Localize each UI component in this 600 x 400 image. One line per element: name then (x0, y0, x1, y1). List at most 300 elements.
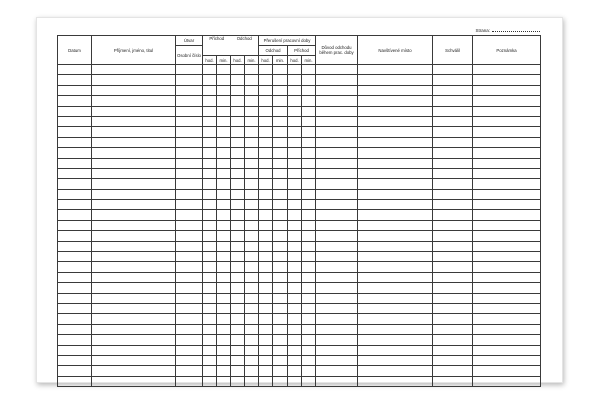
table-cell[interactable] (302, 231, 316, 241)
table-cell[interactable] (245, 366, 259, 376)
table-cell[interactable] (358, 65, 433, 75)
table-cell[interactable] (245, 231, 259, 241)
table-cell[interactable] (58, 179, 92, 189)
table-cell[interactable] (245, 376, 259, 386)
table-cell[interactable] (288, 106, 302, 116)
table-cell[interactable] (231, 314, 245, 324)
table-cell[interactable] (231, 283, 245, 293)
table-cell[interactable] (316, 345, 358, 355)
table-cell[interactable] (58, 272, 92, 282)
table-cell[interactable] (58, 75, 92, 85)
table-cell[interactable] (273, 158, 288, 168)
table-cell[interactable] (58, 262, 92, 272)
table-cell[interactable] (176, 366, 203, 376)
table-cell[interactable] (176, 231, 203, 241)
table-cell[interactable] (473, 241, 541, 251)
table-cell[interactable] (358, 366, 433, 376)
table-cell[interactable] (273, 96, 288, 106)
table-cell[interactable] (302, 137, 316, 147)
table-cell[interactable] (288, 127, 302, 137)
table-cell[interactable] (273, 345, 288, 355)
table-cell[interactable] (217, 65, 231, 75)
table-cell[interactable] (231, 158, 245, 168)
table-cell[interactable] (302, 106, 316, 116)
table-cell[interactable] (203, 158, 217, 168)
table-cell[interactable] (92, 168, 176, 178)
table-cell[interactable] (358, 127, 433, 137)
table-cell[interactable] (176, 376, 203, 386)
table-cell[interactable] (92, 137, 176, 147)
table-cell[interactable] (302, 85, 316, 95)
table-cell[interactable] (92, 345, 176, 355)
table-cell[interactable] (217, 75, 231, 85)
table-cell[interactable] (203, 314, 217, 324)
table-cell[interactable] (358, 345, 433, 355)
table-cell[interactable] (273, 314, 288, 324)
table-cell[interactable] (203, 293, 217, 303)
table-cell[interactable] (433, 85, 473, 95)
table-cell[interactable] (92, 324, 176, 334)
table-cell[interactable] (473, 262, 541, 272)
table-cell[interactable] (473, 272, 541, 282)
table-cell[interactable] (433, 158, 473, 168)
table-cell[interactable] (203, 376, 217, 386)
table-cell[interactable] (231, 335, 245, 345)
table-cell[interactable] (433, 168, 473, 178)
table-cell[interactable] (245, 324, 259, 334)
table-cell[interactable] (217, 355, 231, 365)
table-cell[interactable] (358, 158, 433, 168)
table-cell[interactable] (245, 262, 259, 272)
table-cell[interactable] (92, 241, 176, 251)
table-cell[interactable] (273, 262, 288, 272)
table-cell[interactable] (433, 231, 473, 241)
table-cell[interactable] (231, 231, 245, 241)
table-cell[interactable] (176, 96, 203, 106)
table-cell[interactable] (176, 116, 203, 126)
table-cell[interactable] (203, 127, 217, 137)
table-cell[interactable] (217, 189, 231, 199)
table-cell[interactable] (217, 96, 231, 106)
table-cell[interactable] (176, 345, 203, 355)
table-cell[interactable] (473, 252, 541, 262)
table-cell[interactable] (259, 314, 273, 324)
table-cell[interactable] (473, 137, 541, 147)
table-cell[interactable] (273, 220, 288, 230)
table-cell[interactable] (316, 293, 358, 303)
table-cell[interactable] (473, 75, 541, 85)
table-cell[interactable] (302, 272, 316, 282)
table-cell[interactable] (259, 127, 273, 137)
table-cell[interactable] (259, 168, 273, 178)
table-cell[interactable] (473, 210, 541, 220)
table-cell[interactable] (273, 106, 288, 116)
table-cell[interactable] (245, 252, 259, 262)
table-cell[interactable] (176, 241, 203, 251)
table-cell[interactable] (92, 158, 176, 168)
table-cell[interactable] (316, 127, 358, 137)
table-cell[interactable] (259, 189, 273, 199)
table-cell[interactable] (302, 189, 316, 199)
table-cell[interactable] (176, 189, 203, 199)
table-cell[interactable] (92, 116, 176, 126)
table-cell[interactable] (203, 324, 217, 334)
table-cell[interactable] (58, 168, 92, 178)
table-cell[interactable] (58, 96, 92, 106)
table-cell[interactable] (433, 366, 473, 376)
table-cell[interactable] (176, 303, 203, 313)
table-cell[interactable] (92, 179, 176, 189)
table-cell[interactable] (176, 106, 203, 116)
table-cell[interactable] (473, 376, 541, 386)
table-cell[interactable] (473, 200, 541, 210)
table-cell[interactable] (316, 65, 358, 75)
table-cell[interactable] (245, 283, 259, 293)
table-cell[interactable] (217, 179, 231, 189)
page-number-field[interactable] (492, 27, 540, 32)
table-cell[interactable] (231, 272, 245, 282)
table-cell[interactable] (288, 262, 302, 272)
table-cell[interactable] (176, 262, 203, 272)
table-cell[interactable] (358, 179, 433, 189)
table-cell[interactable] (302, 210, 316, 220)
table-cell[interactable] (176, 179, 203, 189)
table-cell[interactable] (288, 179, 302, 189)
table-cell[interactable] (203, 179, 217, 189)
table-cell[interactable] (316, 158, 358, 168)
table-cell[interactable] (302, 324, 316, 334)
table-cell[interactable] (245, 293, 259, 303)
table-cell[interactable] (217, 220, 231, 230)
table-cell[interactable] (358, 293, 433, 303)
table-cell[interactable] (259, 179, 273, 189)
table-cell[interactable] (259, 252, 273, 262)
table-cell[interactable] (473, 293, 541, 303)
table-cell[interactable] (203, 355, 217, 365)
table-cell[interactable] (358, 137, 433, 147)
table-cell[interactable] (58, 220, 92, 230)
table-cell[interactable] (302, 96, 316, 106)
table-cell[interactable] (316, 168, 358, 178)
table-cell[interactable] (245, 241, 259, 251)
table-cell[interactable] (273, 366, 288, 376)
table-cell[interactable] (273, 335, 288, 345)
table-cell[interactable] (316, 252, 358, 262)
table-cell[interactable] (176, 85, 203, 95)
table-cell[interactable] (245, 303, 259, 313)
table-cell[interactable] (473, 231, 541, 241)
table-cell[interactable] (358, 148, 433, 158)
table-cell[interactable] (245, 314, 259, 324)
table-cell[interactable] (217, 127, 231, 137)
table-cell[interactable] (92, 366, 176, 376)
table-cell[interactable] (302, 303, 316, 313)
table-cell[interactable] (433, 345, 473, 355)
table-cell[interactable] (473, 314, 541, 324)
table-cell[interactable] (259, 324, 273, 334)
table-cell[interactable] (203, 252, 217, 262)
table-cell[interactable] (231, 116, 245, 126)
table-cell[interactable] (273, 148, 288, 158)
table-cell[interactable] (176, 335, 203, 345)
table-cell[interactable] (473, 116, 541, 126)
table-cell[interactable] (288, 210, 302, 220)
table-cell[interactable] (316, 366, 358, 376)
table-cell[interactable] (288, 272, 302, 282)
table-cell[interactable] (203, 220, 217, 230)
table-cell[interactable] (217, 231, 231, 241)
table-cell[interactable] (433, 252, 473, 262)
table-cell[interactable] (288, 189, 302, 199)
table-cell[interactable] (358, 220, 433, 230)
table-cell[interactable] (231, 220, 245, 230)
table-cell[interactable] (273, 252, 288, 262)
table-cell[interactable] (273, 189, 288, 199)
table-cell[interactable] (92, 106, 176, 116)
table-cell[interactable] (58, 355, 92, 365)
table-cell[interactable] (358, 241, 433, 251)
table-cell[interactable] (245, 335, 259, 345)
table-cell[interactable] (358, 303, 433, 313)
table-cell[interactable] (316, 241, 358, 251)
table-cell[interactable] (217, 262, 231, 272)
table-cell[interactable] (245, 158, 259, 168)
table-cell[interactable] (176, 283, 203, 293)
table-cell[interactable] (217, 106, 231, 116)
table-cell[interactable] (245, 189, 259, 199)
table-cell[interactable] (273, 303, 288, 313)
table-cell[interactable] (176, 137, 203, 147)
table-cell[interactable] (273, 127, 288, 137)
table-cell[interactable] (259, 303, 273, 313)
table-cell[interactable] (288, 324, 302, 334)
table-cell[interactable] (176, 75, 203, 85)
table-cell[interactable] (316, 324, 358, 334)
table-cell[interactable] (259, 262, 273, 272)
table-cell[interactable] (203, 231, 217, 241)
table-cell[interactable] (473, 148, 541, 158)
table-cell[interactable] (176, 65, 203, 75)
table-cell[interactable] (273, 65, 288, 75)
table-cell[interactable] (302, 179, 316, 189)
table-cell[interactable] (302, 148, 316, 158)
table-cell[interactable] (316, 179, 358, 189)
table-cell[interactable] (203, 189, 217, 199)
table-cell[interactable] (259, 335, 273, 345)
table-cell[interactable] (473, 96, 541, 106)
table-cell[interactable] (302, 220, 316, 230)
table-cell[interactable] (217, 116, 231, 126)
table-cell[interactable] (316, 262, 358, 272)
table-cell[interactable] (231, 293, 245, 303)
table-cell[interactable] (473, 179, 541, 189)
table-cell[interactable] (273, 272, 288, 282)
table-cell[interactable] (358, 335, 433, 345)
table-cell[interactable] (433, 210, 473, 220)
table-cell[interactable] (302, 75, 316, 85)
table-cell[interactable] (433, 127, 473, 137)
table-cell[interactable] (58, 189, 92, 199)
table-cell[interactable] (358, 314, 433, 324)
table-cell[interactable] (231, 355, 245, 365)
table-cell[interactable] (316, 148, 358, 158)
table-cell[interactable] (245, 272, 259, 282)
table-cell[interactable] (58, 231, 92, 241)
table-cell[interactable] (473, 345, 541, 355)
table-cell[interactable] (203, 137, 217, 147)
table-cell[interactable] (58, 345, 92, 355)
table-cell[interactable] (231, 168, 245, 178)
table-cell[interactable] (203, 241, 217, 251)
table-cell[interactable] (245, 355, 259, 365)
table-cell[interactable] (288, 314, 302, 324)
table-cell[interactable] (217, 303, 231, 313)
table-cell[interactable] (92, 189, 176, 199)
table-cell[interactable] (473, 189, 541, 199)
table-cell[interactable] (302, 366, 316, 376)
table-cell[interactable] (58, 148, 92, 158)
table-cell[interactable] (231, 210, 245, 220)
table-cell[interactable] (288, 75, 302, 85)
table-cell[interactable] (273, 293, 288, 303)
table-cell[interactable] (473, 85, 541, 95)
table-cell[interactable] (92, 127, 176, 137)
table-cell[interactable] (203, 106, 217, 116)
table-cell[interactable] (358, 262, 433, 272)
table-cell[interactable] (92, 148, 176, 158)
table-cell[interactable] (176, 158, 203, 168)
table-cell[interactable] (302, 127, 316, 137)
table-cell[interactable] (231, 324, 245, 334)
table-cell[interactable] (217, 252, 231, 262)
table-cell[interactable] (358, 85, 433, 95)
table-cell[interactable] (358, 96, 433, 106)
table-cell[interactable] (92, 272, 176, 282)
table-cell[interactable] (231, 75, 245, 85)
table-cell[interactable] (433, 96, 473, 106)
table-cell[interactable] (273, 168, 288, 178)
table-cell[interactable] (231, 200, 245, 210)
table-cell[interactable] (358, 376, 433, 386)
table-cell[interactable] (217, 345, 231, 355)
table-cell[interactable] (316, 106, 358, 116)
table-cell[interactable] (288, 231, 302, 241)
table-cell[interactable] (176, 293, 203, 303)
table-cell[interactable] (203, 272, 217, 282)
table-cell[interactable] (92, 283, 176, 293)
table-cell[interactable] (433, 148, 473, 158)
table-cell[interactable] (203, 200, 217, 210)
table-cell[interactable] (259, 272, 273, 282)
table-cell[interactable] (231, 65, 245, 75)
table-cell[interactable] (288, 158, 302, 168)
table-cell[interactable] (203, 148, 217, 158)
table-cell[interactable] (231, 106, 245, 116)
table-cell[interactable] (433, 179, 473, 189)
table-cell[interactable] (302, 314, 316, 324)
table-cell[interactable] (203, 283, 217, 293)
table-cell[interactable] (473, 366, 541, 376)
table-cell[interactable] (245, 65, 259, 75)
table-cell[interactable] (92, 293, 176, 303)
table-cell[interactable] (433, 75, 473, 85)
table-cell[interactable] (288, 137, 302, 147)
table-cell[interactable] (259, 283, 273, 293)
table-cell[interactable] (473, 158, 541, 168)
table-cell[interactable] (302, 116, 316, 126)
table-cell[interactable] (273, 200, 288, 210)
table-cell[interactable] (316, 283, 358, 293)
table-cell[interactable] (273, 283, 288, 293)
table-cell[interactable] (358, 324, 433, 334)
table-cell[interactable] (473, 127, 541, 137)
table-cell[interactable] (92, 220, 176, 230)
table-cell[interactable] (245, 210, 259, 220)
table-cell[interactable] (176, 210, 203, 220)
table-cell[interactable] (288, 241, 302, 251)
table-cell[interactable] (302, 376, 316, 386)
table-cell[interactable] (58, 116, 92, 126)
table-cell[interactable] (358, 355, 433, 365)
table-cell[interactable] (58, 158, 92, 168)
table-cell[interactable] (433, 262, 473, 272)
table-cell[interactable] (58, 85, 92, 95)
table-cell[interactable] (176, 127, 203, 137)
table-cell[interactable] (259, 65, 273, 75)
table-cell[interactable] (288, 283, 302, 293)
table-cell[interactable] (203, 210, 217, 220)
table-cell[interactable] (273, 376, 288, 386)
table-cell[interactable] (273, 85, 288, 95)
table-cell[interactable] (92, 303, 176, 313)
table-cell[interactable] (358, 252, 433, 262)
table-cell[interactable] (316, 85, 358, 95)
table-cell[interactable] (245, 200, 259, 210)
table-cell[interactable] (92, 355, 176, 365)
table-cell[interactable] (473, 355, 541, 365)
table-cell[interactable] (58, 200, 92, 210)
table-cell[interactable] (231, 303, 245, 313)
table-cell[interactable] (473, 65, 541, 75)
table-cell[interactable] (58, 137, 92, 147)
table-cell[interactable] (245, 137, 259, 147)
table-cell[interactable] (273, 241, 288, 251)
table-cell[interactable] (203, 168, 217, 178)
table-cell[interactable] (217, 200, 231, 210)
table-cell[interactable] (231, 252, 245, 262)
table-cell[interactable] (259, 158, 273, 168)
table-cell[interactable] (473, 168, 541, 178)
table-cell[interactable] (58, 366, 92, 376)
table-cell[interactable] (302, 355, 316, 365)
table-cell[interactable] (316, 272, 358, 282)
table-cell[interactable] (58, 106, 92, 116)
table-cell[interactable] (316, 355, 358, 365)
table-cell[interactable] (433, 65, 473, 75)
table-cell[interactable] (259, 85, 273, 95)
table-cell[interactable] (288, 85, 302, 95)
table-cell[interactable] (273, 137, 288, 147)
table-cell[interactable] (302, 158, 316, 168)
table-cell[interactable] (245, 168, 259, 178)
table-cell[interactable] (176, 314, 203, 324)
table-cell[interactable] (245, 116, 259, 126)
table-cell[interactable] (58, 303, 92, 313)
table-cell[interactable] (316, 335, 358, 345)
table-cell[interactable] (58, 335, 92, 345)
table-cell[interactable] (231, 262, 245, 272)
table-cell[interactable] (58, 293, 92, 303)
